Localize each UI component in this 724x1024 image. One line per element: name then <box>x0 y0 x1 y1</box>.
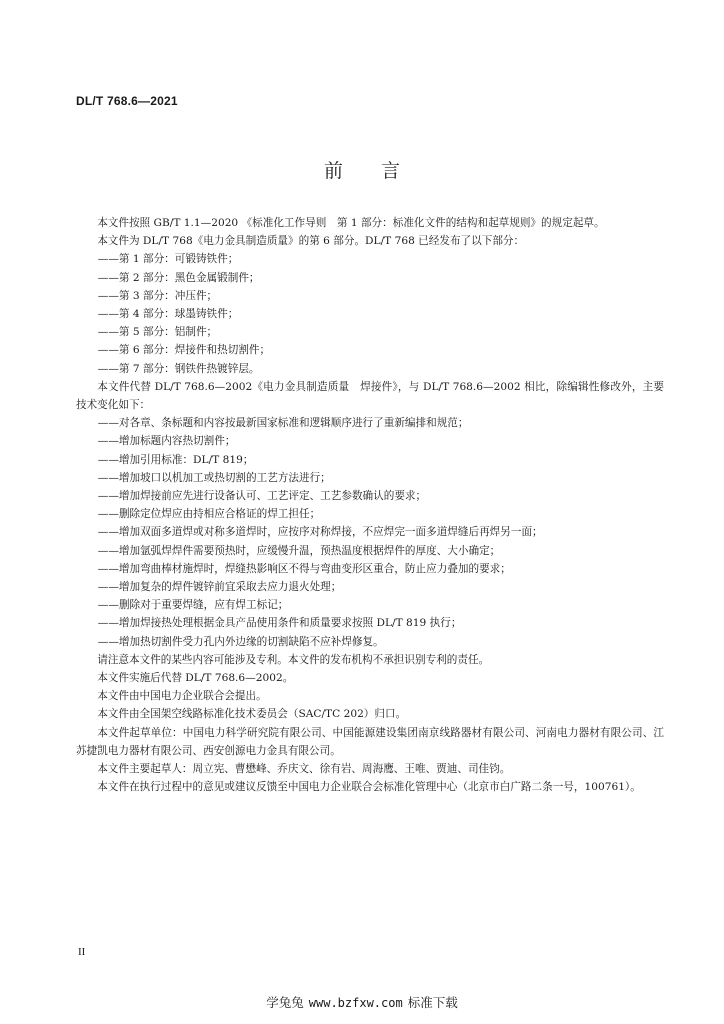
paragraph-patent-notice: 请注意本文件的某些内容可能涉及专利。本文件的发布机构不承担识别专利的责任。 <box>97 653 490 666</box>
paragraph-series-info: 本文件为 DL/T 768《电力金具制造质量》的第 6 部分。DL/T 768 已经发布了以下部分： <box>97 235 525 248</box>
list-item: ——增加焊接前应先进行设备认可、工艺评定、工艺参数确认的要求； <box>97 490 427 503</box>
list-item: ——增加复杂的焊件镀锌前宜采取去应力退火处理； <box>97 581 342 594</box>
paragraph-drafting-units: 本文件起草单位：中国电力科学研究院有限公司、中国能源建设集团南京线路器材有限公司、河南电力器材有限公司、江苏捷凯电力器材有限公司、西安创源电力金具有限公司。 <box>76 726 664 757</box>
list-item: ——删除对于重要焊缝，应有焊工标记； <box>97 599 289 612</box>
list-item: ——第 7 部分：钢铁件热镀锌层。 <box>97 362 260 375</box>
page-title: 前言 <box>323 160 438 182</box>
list-item: ——增加引用标准：DL/T 819； <box>97 453 254 466</box>
list-item: ——增加坡口以机加工或热切割的工艺方法进行； <box>97 471 331 484</box>
document-code: DL/T 768.6—2021 <box>76 94 178 108</box>
paragraph-supersedes: 本文件实施后代替 DL/T 768.6—2002。 <box>97 672 294 685</box>
list-item: ——增加焊接热处理根据金具产品使用条件和质量要求按照 DL/T 819 执行； <box>97 617 462 630</box>
list-item: ——增加弯曲棒材施焊时，焊缝热影响区不得与弯曲变形区重合，防止应力叠加的要求； <box>97 562 511 575</box>
paragraph-replacement: 本文件代替 DL/T 768.6—2002《电力金具制造质量 焊接件》，与 DL/T 768.6—2002 相比，除编辑性修改外，主要技术变化如下： <box>76 380 664 412</box>
list-item: ——第 6 部分：焊接件和热切割件； <box>97 344 271 357</box>
list-item: ——对各章、条标题和内容按最新国家标准和逻辑顺序进行了重新编排和规范； <box>97 417 469 430</box>
paragraph-drafters: 本文件主要起草人：周立宪、曹懋峰、乔庆文、徐有岩、周海鹰、王唯、贾迪、司佳钧。 <box>97 763 511 776</box>
footer-site-link[interactable]: www.bzfxw.com <box>308 996 403 1010</box>
list-item: ——第 4 部分：球墨铸铁件； <box>97 308 239 321</box>
parts-list <box>76 250 664 377</box>
paragraph-proposer: 本文件由中国电力企业联合会提出。 <box>97 690 267 703</box>
list-item: ——第 2 部分：黑色金属锻制件； <box>97 271 260 284</box>
paragraph-committee: 本文件由全国架空线路标准化技术委员会（SAC/TC 202）归口。 <box>97 708 407 721</box>
list-item: ——增加氩弧焊焊件需要预热时，应缓慢升温，预热温度根据焊件的厚度、大小确定； <box>97 544 501 557</box>
footer-tagline: 标准下载 <box>407 995 458 1010</box>
list-item: ——增加热切割件受力孔内外边缘的切割缺陷不应补焊修复。 <box>97 635 384 648</box>
list-item: ——增加双面多道焊或对称多道焊时，应按序对称焊接，不应焊完一面多道焊缝后再焊另一面； <box>97 526 543 539</box>
paragraph-feedback: 本文件在执行过程中的意见或建议反馈至中国电力企业联合会标准化管理中心（北京市白广路二条一号，100761）。 <box>97 781 641 794</box>
footer-brand: 学兔兔 <box>266 995 304 1010</box>
list-item: ——第 5 部分：铝制件； <box>97 326 218 339</box>
list-item: ——增加标题内容热切割件； <box>97 435 236 448</box>
changes-list <box>76 414 664 651</box>
site-footer <box>0 993 724 1011</box>
page-number: II <box>78 946 86 958</box>
list-item: ——第 3 部分：冲压件； <box>97 289 218 302</box>
list-item: ——删除定位焊应由持相应合格证的焊工担任； <box>97 508 321 521</box>
foreword-body <box>76 214 664 797</box>
list-item: ——第 1 部分：可锻铸铁件； <box>97 253 239 266</box>
paragraph-drafting-rule: 本文件按照 GB/T 1.1—2020 《标准化工作导则 第 1 部分：标准化文件的结构和起草规则》的规定起草。 <box>97 217 605 229</box>
